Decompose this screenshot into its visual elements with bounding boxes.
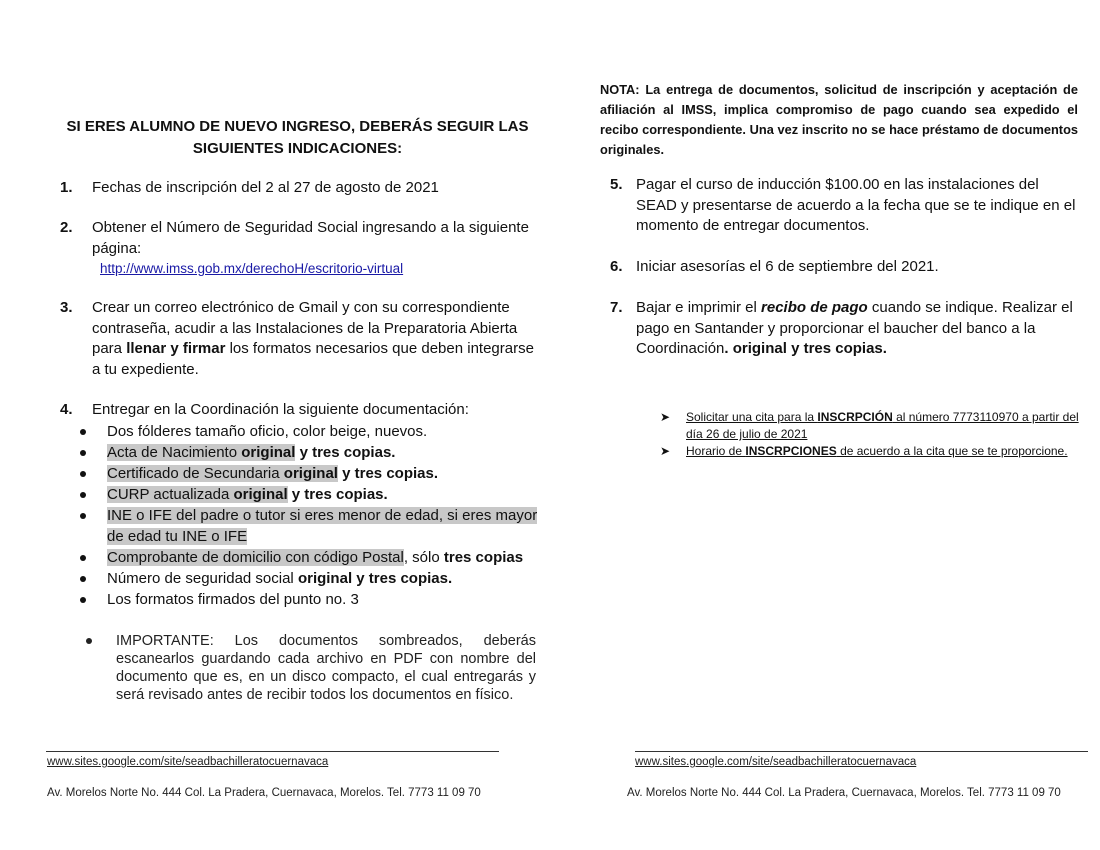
- footer-address-left: Av. Morelos Norte No. 444 Col. La Pradera, Cuernavaca, Morelos. Tel. 7773 11 09 70: [47, 787, 481, 799]
- list-item: CURP actualizada original y tres copias.: [68, 484, 538, 505]
- imss-link[interactable]: http://www.imss.gob.mx/derechoH/escritorio-virtual: [100, 261, 404, 276]
- list-item: ➤ Horario de INSCRPCIONES de acuerdo a la cita que se te proporcione.: [660, 444, 1068, 458]
- documents-list: [68, 421, 538, 610]
- list-item: ➤ Solicitar una cita para la INSCRPCIÓN al número 7773110970 a partir del día 26 de julio de 2021: [660, 410, 1079, 441]
- step-text: Pagar el curso de inducción $100.00 en las instalaciones del SEAD y presentarse de acuerdo a la fecha que se te indique en el momento de entregar documentos.: [636, 176, 1076, 234]
- list-item: Comprobante de domicilio con código Postal, sólo tres copias: [68, 547, 538, 568]
- step-text: Obtener el Número de Seguridad Social ingresando a la siguiente página:: [92, 219, 529, 257]
- step-text: Iniciar asesorías el 6 de septiembre del 2021.: [636, 258, 939, 275]
- step-text: Bajar e imprimir el recibo de pago cuando se indique. Realizar el pago en Santander y proporcionar el baucher del banco a la Coordinación. original y tres copias.: [636, 299, 1073, 357]
- step-number: 7.: [610, 299, 623, 316]
- step-text: Crear un correo electrónico de Gmail y con su correspondiente contraseña, acudir a las Instalaciones de la Preparatoria Abierta para llenar y firmar los formatos necesarios que deben integrarse a tu expediente.: [92, 299, 534, 378]
- step-number: 3.: [60, 299, 73, 316]
- step-number: 2.: [60, 219, 73, 236]
- list-item: Los formatos firmados del punto no. 3: [68, 589, 538, 610]
- footer-divider-right: [635, 751, 1088, 752]
- list-item: Certificado de Secundaria original y tres copias.: [68, 463, 538, 484]
- list-item: Dos fólderes tamaño oficio, color beige, nuevos.: [68, 421, 538, 442]
- footer-divider-left: [46, 751, 499, 752]
- step-text: Fechas de inscripción del 2 al 27 de agosto de 2021: [92, 179, 439, 196]
- appointment-list: [660, 409, 1080, 460]
- step-number: 1.: [60, 179, 73, 196]
- footer-address-right: Av. Morelos Norte No. 444 Col. La Pradera, Cuernavaca, Morelos. Tel. 7773 11 09 70: [627, 787, 1061, 799]
- footer-url-left[interactable]: www.sites.google.com/site/seadbachilleratocuernavaca: [47, 756, 329, 768]
- list-item: Número de seguridad social original y tres copias.: [68, 568, 538, 589]
- step-number: 6.: [610, 258, 623, 275]
- page-heading: SI ERES ALUMNO DE NUEVO INGRESO, DEBERÁS SEGUIR LAS SIGUIENTES INDICACIONES:: [66, 118, 529, 157]
- list-item: Acta de Nacimiento original y tres copias.: [68, 442, 538, 463]
- note-paragraph: NOTA: La entrega de documentos, solicitud de inscripción y aceptación de afiliación al IMSS, implica compromiso de pago cuando sea expedido el recibo correspondiente. Una vez inscrito no se hace préstamo de documentos originales.: [600, 82, 1078, 157]
- step-number: 4.: [60, 401, 73, 418]
- step-number: 5.: [610, 176, 623, 193]
- list-item: INE o IFE del padre o tutor si eres menor de edad, si eres mayor de edad tu INE o IFE: [68, 505, 538, 547]
- step-text: Entregar en la Coordinación la siguiente documentación:: [92, 401, 469, 418]
- arrow-bullet-icon: ➤: [660, 410, 671, 424]
- bullet-icon: [86, 638, 92, 644]
- arrow-bullet-icon: ➤: [660, 444, 671, 458]
- footer-url-right[interactable]: www.sites.google.com/site/seadbachilleratocuernavaca: [635, 756, 917, 768]
